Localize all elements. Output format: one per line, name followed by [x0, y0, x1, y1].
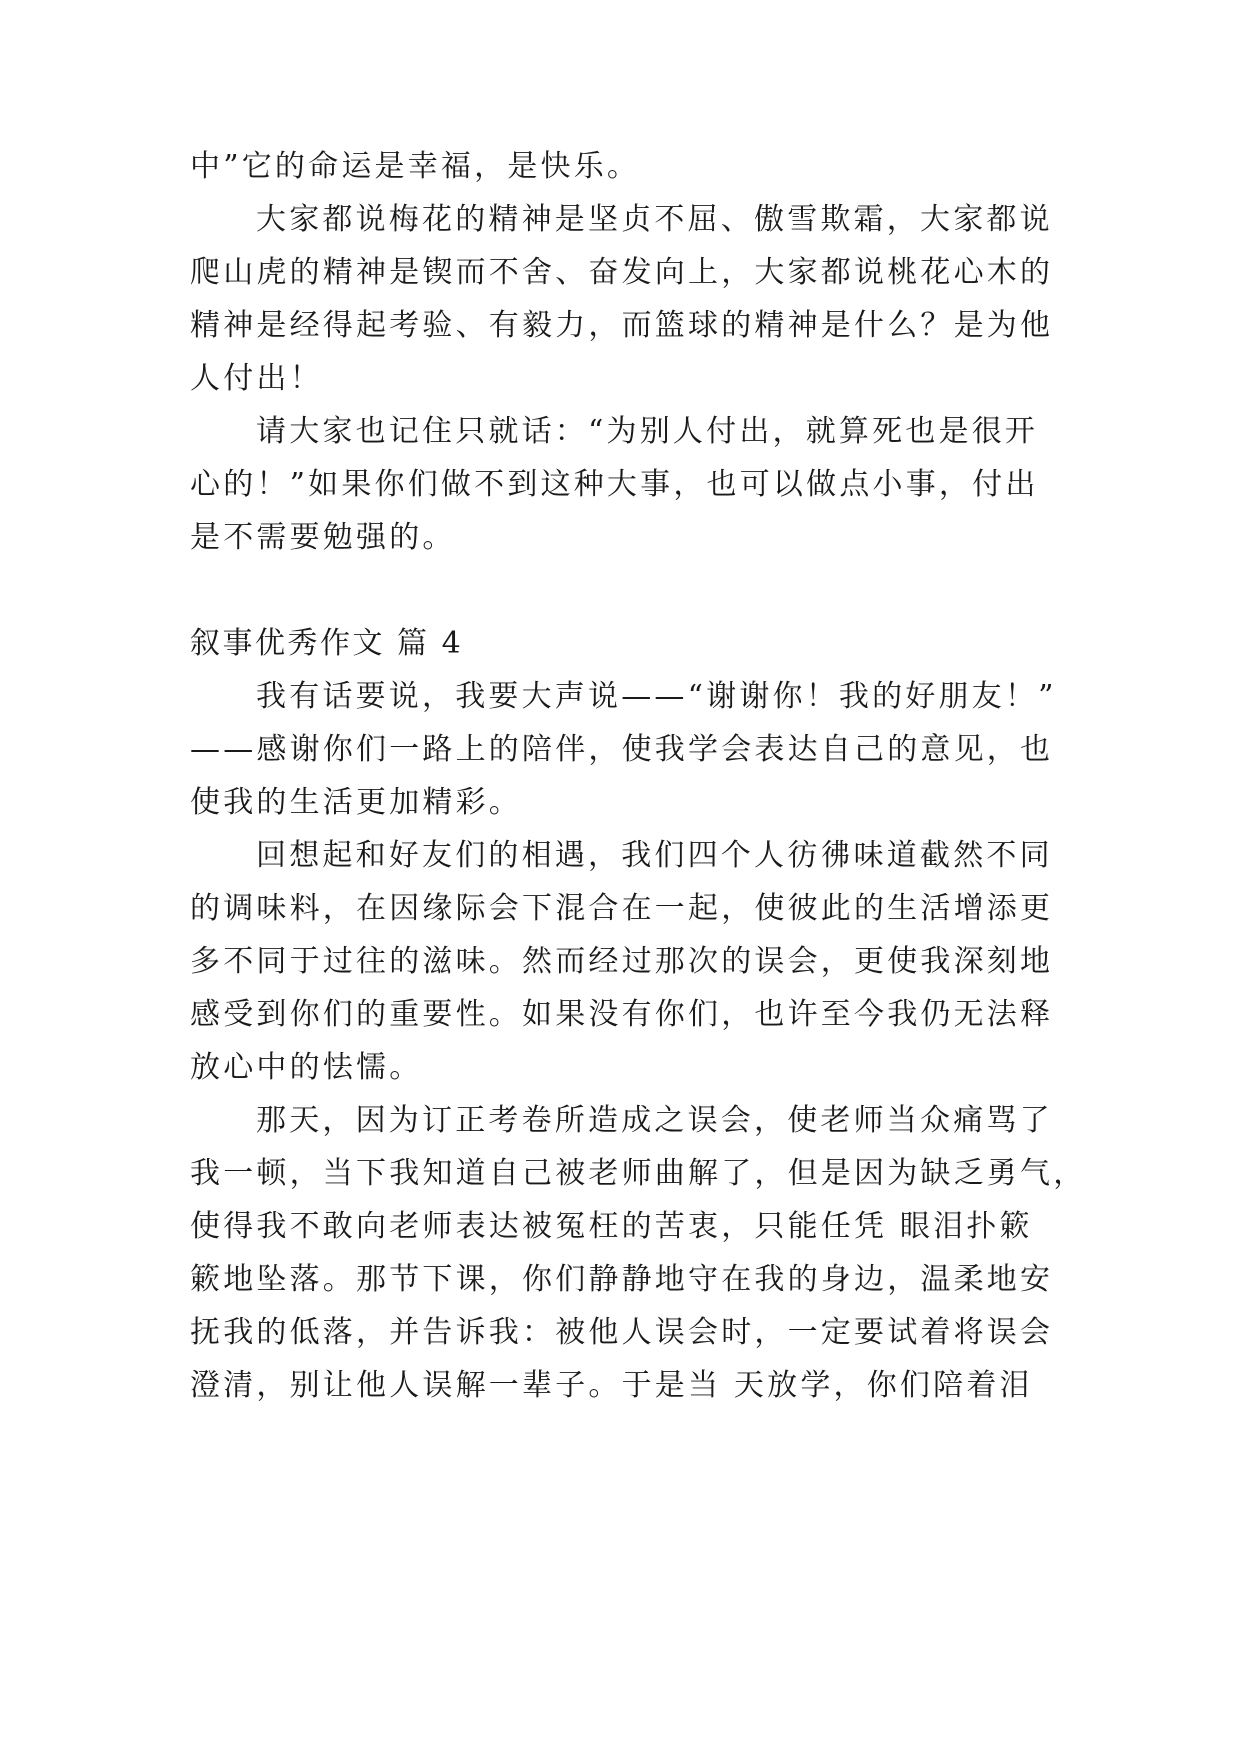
text-line: 澄清，别让他人误解一辈子。于是当 天放学，你们陪着泪: [190, 1368, 1033, 1403]
section-heading: 叙事优秀作文 篇 4: [190, 626, 464, 661]
text-line: 我一顿，当下我知道自己被老师曲解了，但是因为缺乏勇气，: [190, 1156, 1087, 1191]
text-line: 精神是经得起考验、有毅力，而篮球的精神是什么？是为他: [190, 308, 1054, 343]
text-line: 感受到你们的重要性。如果没有你们，也许至今我仍无法释: [190, 997, 1054, 1032]
text-line: 抚我的低落，并告诉我：被他人误会时，一定要试着将误会: [190, 1315, 1054, 1350]
paragraph-start-line: 回想起和好友们的相遇，我们四个人彷彿味道截然不同: [256, 838, 1053, 873]
text-line: ——感谢你们一路上的陪伴，使我学会表达自己的意见，也: [190, 732, 1054, 767]
text-line: 中”它的命运是幸福，是快乐。: [190, 149, 641, 184]
text-line: 簌地坠落。那节下课，你们静静地守在我的身边，温柔地安: [190, 1262, 1054, 1297]
paragraph-start-line: 那天，因为订正考卷所造成之误会，使老师当众痛骂了: [256, 1103, 1053, 1138]
text-line: 人付出！: [190, 361, 323, 396]
text-line: 使我的生活更加精彩。: [190, 785, 522, 820]
text-line: 放心中的怯懦。: [190, 1050, 423, 1085]
text-line: 爬山虎的精神是锲而不舍、奋发向上，大家都说桃花心木的: [190, 255, 1054, 290]
text-line: 心的！”如果你们做不到这种大事，也可以做点小事，付出: [190, 467, 1039, 502]
text-line: 是不需要勉强的。: [190, 520, 456, 555]
paragraph-start-line: 我有话要说，我要大声说——“谢谢你！我的好朋友！”: [256, 679, 1057, 714]
paragraph-start-line: 大家都说梅花的精神是坚贞不屈、傲雪欺霜，大家都说: [256, 202, 1053, 237]
text-line: 使得我不敢向老师表达被冤枉的苦衷，只能任凭 眼泪扑簌: [190, 1209, 1033, 1244]
paragraph-start-line: 请大家也记住只就话：“为别人付出，就算死也是很开: [256, 414, 1039, 449]
text-line: 多不同于过往的滋味。然而经过那次的误会，更使我深刻地: [190, 944, 1054, 979]
text-line: 的调味料，在因缘际会下混合在一起，使彼此的生活增添更: [190, 891, 1054, 926]
